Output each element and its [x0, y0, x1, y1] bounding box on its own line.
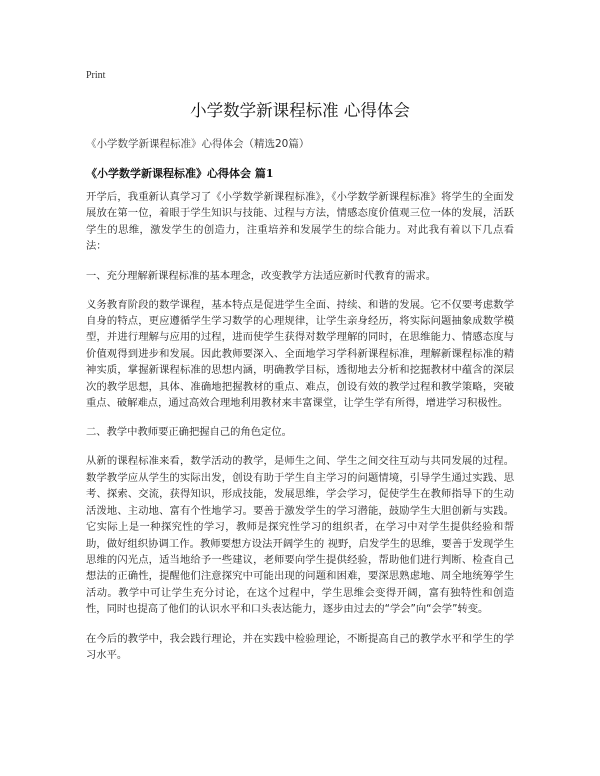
point-two-paragraph: 从新的课程标准来看，数学活动的教学，是师生之间、学生之间交往互动与共同发展的过程。数学教学应从学生的实际出发，创设有助于学生自主学习的问题情境，引导学生通过实践、思考、探索、交流，获得知识，形成技能，发展思维，学会学习，促使学生在教师指导下的生动活泼地、主动地、富有个性地学习。要善于激发学生的学习潜能，鼓励学生大胆创新与实践。它实际上是一种探究性的学习，教师是探究性学习的组织者，在学习中对学生提供经验和帮助，做好组织协调工作。教师要想方设法开阔学生的 视野，启发学生的思维，要善于发现学生思维的闪光点，适当地给予一些建议，老师要向学生提供经验，帮助他们进行判断、检查自己想法的正确性，提醒他们注意探究中可能出现的问题和困难，要深思熟虑地、周全地统筹学生活动。教学中可让学生充分讨论，在这个过程中，学生思维会变得开阔，富有独特性和创造性，同时也提高了他们的认识水平和口头表达能力，逐步由过去的“学会”向“会学”转变。 — [86, 455, 514, 616]
point-two-heading: 二、教学中教师要正确把握自己的角色定位。 — [86, 426, 292, 439]
intro-paragraph: 开学后，我重新认真学习了《小学数学新课程标准》，《小学数学新课程标准》将学生的全面发展放在第一位，着眼于学生知识与技能、过程与方法，情感态度价值观三位一体的发展，活跃学生的思维，激发学生的创造力，注重培养和发展学生的综合能力。对此我有着以下几点看法： — [86, 191, 514, 253]
document-subtitle: 《小学数学新课程标准》心得体会（精选20篇） — [86, 138, 310, 150]
closing-paragraph: 在今后的教学中，我会践行理论，并在实践中检验理论，不断提高自己的教学水平和学生的学习水平。 — [86, 632, 514, 661]
document-title: 小学数学新课程标准 心得体会 — [190, 101, 410, 120]
section-heading: 《小学数学新课程标准》心得体会 篇1 — [86, 167, 274, 180]
print-label[interactable]: Print — [86, 70, 106, 81]
document-page — [86, 70, 514, 676]
point-one-paragraph: 义务教育阶段的数学课程，基本特点是促进学生全面、持续、和谐的发展。它不仅要考虑数学自身的特点，更应遵循学生学习数学的心理规律，让学生亲身经历，将实际问题抽象成数学模型，并进行理解与应用的过程，进而使学生获得对数学理解的同时，在思维能力、情感态度与价值观得到进步和发展。因此教师要深入、全面地学习学科新课程标准，理解新课程标准的精神实质，掌握新课程标准的思想内涵，明确教学目标，透彻地去分析和挖掘教材中蕴含的深层次的教学思想，具体、准确地把握教材的重点、难点，创设有效的教学过程和教学策略，突破重点、破解难点，通过高效合理地利用教材来丰富课堂，让学生学有所得，增进学习积极性。 — [86, 298, 514, 410]
point-one-heading: 一、充分理解新课程标准的基本理念，改变教学方法适应新时代教育的需求。 — [86, 269, 437, 282]
